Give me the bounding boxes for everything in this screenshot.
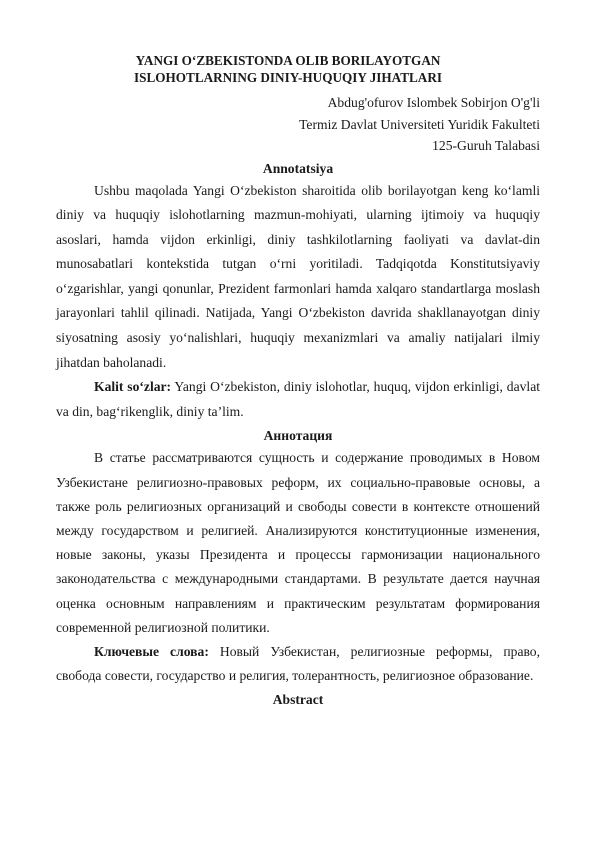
annotation-uz-heading: Annotatsiya [262,160,334,176]
author-affiliation: Termiz Davlat Universiteti Yuridik Fakulteti [299,116,540,132]
author-status: 125-Guruh Talabasi [432,138,540,153]
paper-title [56,52,540,86]
keywords-ru [56,640,540,688]
paper-title-line-2: ISLOHOTLARNING DINIY-HUQUQIY JIHATLARI [133,70,442,85]
author-name: Abdug'ofurov Islombek Sobirjon O'g'li [327,95,540,110]
annotation-ru-heading: Аннотация [263,428,333,444]
author-block [56,92,540,157]
keywords-uz [56,375,540,424]
keywords-uz-label: Kalit so‘zlar: [94,379,172,395]
annotation-ru-text: В статье рассматриваются сущность и содержание проводимых в Новом Узбекистане религиозно-правовых реформ, их социально-правовые основы, а также роль религиозных организаций и свободы совести в контексте отношений между государством и религией. Анализируются конституционные изменения, новые законы, указы Президента и процессы гармонизации национального законодательства с международными стандартами. В результате дается научная оценка основным направлениям и практическим результатам формирования современной религиозной политики. [56,450,540,635]
keywords-ru-label: Ключевые слова: [94,644,209,660]
paper-page [56,52,540,710]
keywords-uz-list: Yangi O‘zbekiston, diniy islohotlar, huquq, vijdon erkinligi, davlat va din, bag‘rikenglik, diniy ta’lim. [56,379,541,419]
annotation-uz-text: Ushbu maqolada Yangi O‘zbekiston sharoitida olib borilayotgan keng ko‘lamli diniy va huquqiy islohotlarning mazmun-mohiyati, ularning ijtimoiy va huquqiy asoslari, hamda vijdon erkinligi, diniy tashkilotlarning faoliyati va davlat-din munosabatlari kontekstida tutgan o‘rni yoritiladi. Tadqiqotda Konstitutsiyaviy o‘zgarishlar, yangi qonunlar, Prezident farmonlari hamda xalqaro standartlarga moslash jarayonlari tahlil qilinadi. Natijada, Yangi O‘zbekiston davrida shakllanayotgan diniy siyosatning asosiy yo‘nalishlari, huquqiy mexanizmlari va amaliy natijalari ilmiy jihatdan baholanadi. [56,182,540,370]
keywords-ru-list: Новый Узбекистан, религиозные реформы, право, свобода совести, государство и религия, толерантность, религиозное образование. [56,644,540,684]
abstract-heading: Abstract [272,692,324,708]
paper-title-line-1: YANGI O‘ZBEKISTONDA OLIB BORILAYOTGAN [135,53,441,68]
